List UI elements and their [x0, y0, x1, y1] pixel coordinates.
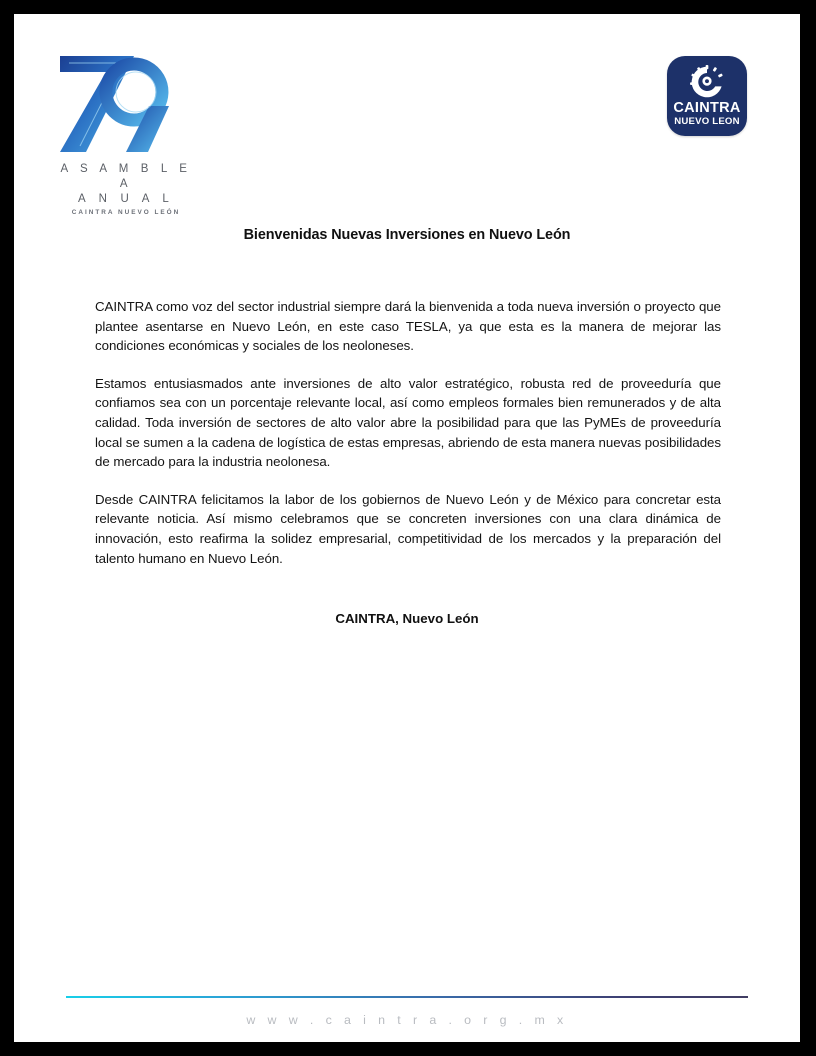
document-body: [95, 297, 721, 568]
assembly-label-anual: A N U A L: [77, 193, 175, 205]
caintra-logo-line-caintra: CAINTRA: [673, 100, 741, 116]
caintra-logo-badge: [667, 56, 747, 136]
assembly-label-asamblea: A S A M B L E A: [60, 163, 192, 190]
caintra-logo-line-nuevo-leon: NUEVO LEON: [674, 116, 740, 127]
assembly-anniversary-logo: [56, 50, 206, 216]
paragraph-3: Desde CAINTRA felicitamos la labor de los gobiernos de Nuevo León y de México para concretar esta relevante noticia. Así mismo celebramos que se concreten inversiones con una clara dinámica de innovación, esto reafirma la solidez empresarial, competitividad de los mercados y la preparación del talento humano en Nuevo León.: [95, 491, 721, 566]
assembly-label-caintra-nuevo-leon: CAINTRA NUEVO LEÓN: [71, 209, 181, 216]
paragraph-2: Estamos entusiasmados ante inversiones de alto valor estratégico, robusta red de proveeduría que confiamos sea con un porcentaje relevante local, así como empleos formales bien remunerados y de alta calidad. Toda inversión de sectores de alto valor abre la posibilidad para que las PyMEs de proveeduría local se sumen a la cadena de logística de estas empresas, abriendo de esta manera nuevas posibilidades de mercado para la industria neolonesa.: [95, 375, 721, 470]
footer-website-url: w w w . c a i n t r a . o r g . m x: [246, 1013, 568, 1027]
document-page: [14, 14, 800, 1042]
page-title: Bienvenidas Nuevas Inversiones en Nuevo León: [243, 226, 571, 243]
caintra-logo-text: [667, 101, 747, 128]
footer-divider: [66, 996, 748, 998]
gear-c-icon: [690, 65, 724, 99]
assembly-wordmark: [56, 162, 196, 219]
seventy-nine-numeral-icon: [56, 50, 176, 156]
document-header: [14, 14, 800, 216]
paragraph-1: CAINTRA como voz del sector industrial siempre dará la bienvenida a toda nueva inversión o proyecto que plantee asentarse en Nuevo León, en este caso TESLA, ya que esta es la manera de mejorar las condiciones económicas y sociales de los neoloneses.: [95, 299, 721, 354]
signature-line: CAINTRA, Nuevo León: [335, 611, 479, 626]
